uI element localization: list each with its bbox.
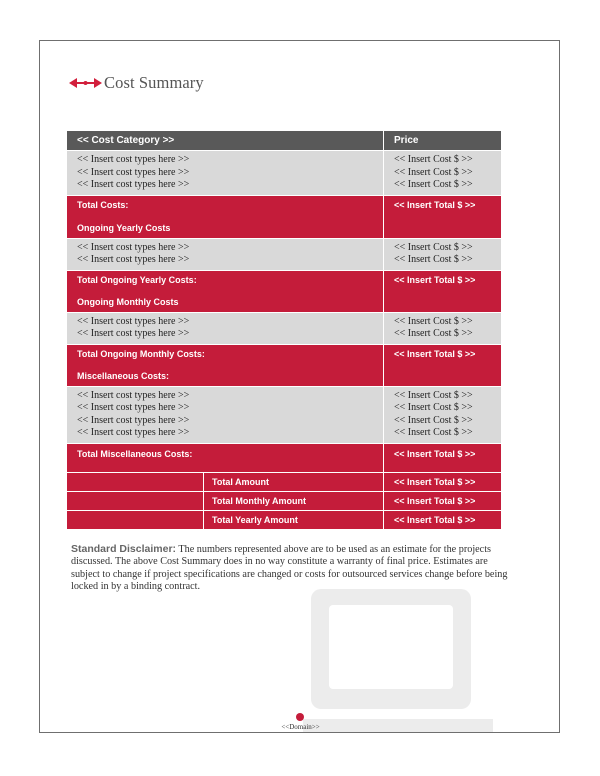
monthly-items-row: [67, 312, 502, 344]
summary-value: << Insert Total $ >>: [384, 472, 502, 491]
cost-value: << Insert Cost $ >>: [394, 389, 473, 401]
cost-value: << Insert Cost $ >>: [394, 179, 473, 190]
yearly-items-row: [67, 238, 502, 270]
misc-items-row: [67, 386, 502, 443]
cost-value: << Insert Cost $ >>: [394, 241, 473, 253]
title-row: [69, 71, 204, 95]
summary-row: [67, 510, 502, 529]
header-price: Price: [384, 131, 502, 151]
total-yearly-label: Total Ongoing Yearly Costs:: [77, 274, 197, 285]
cost-value: << Insert Cost $ >>: [394, 254, 473, 265]
computer-watermark-icon: [303, 579, 503, 733]
cost-type: << Insert cost types here >>: [77, 328, 190, 339]
cost-value: << Insert Cost $ >>: [394, 166, 473, 178]
footer-dot-icon: [296, 713, 304, 721]
total-monthly-row: [67, 344, 502, 386]
total-costs-row: [67, 195, 502, 238]
cost-value: << Insert Cost $ >>: [394, 328, 473, 339]
cost-types-cell: [67, 386, 384, 443]
summary-value: << Insert Total $ >>: [384, 491, 502, 510]
cost-type: << Insert cost types here >>: [77, 166, 190, 178]
total-misc-row: [67, 443, 502, 472]
table-header-row: [67, 131, 502, 151]
cost-value: << Insert Cost $ >>: [394, 414, 473, 426]
cost-value: << Insert Cost $ >>: [394, 402, 473, 413]
cost-types-cell: [67, 151, 384, 196]
cost-values-cell: [384, 386, 502, 443]
cost-type: << Insert cost types here >>: [77, 241, 190, 253]
disclaimer-lead: Standard Disclaimer:: [71, 543, 177, 555]
disclaimer-text: The numbers represented above are to be used as an estimate for the projects discussed. The above Cost Summary does in no way constitute a warranty of final price. Estimates are subject to change if project specifications are changed or costs for outsourced services change before being locked in by a binding contract.: [71, 544, 508, 592]
cost-values-cell: [384, 238, 502, 270]
disclaimer-paragraph: [71, 543, 517, 593]
cost-type: << Insert cost types here >>: [77, 179, 190, 190]
red-double-arrow-icon: [69, 77, 102, 89]
summary-label: Total Monthly Amount: [204, 491, 384, 510]
cost-type: << Insert cost types here >>: [77, 315, 190, 327]
total-costs-value: << Insert Total $ >>: [384, 195, 502, 238]
cost-summary-table: [66, 130, 502, 530]
summary-value: << Insert Total $ >>: [384, 510, 502, 529]
header-category: << Cost Category >>: [67, 131, 384, 151]
summary-row: [67, 491, 502, 510]
total-misc-label: Total Miscellaneous Costs:: [67, 443, 384, 472]
summary-label: Total Yearly Amount: [204, 510, 384, 529]
page-title: Cost Summary: [104, 73, 204, 92]
cost-values-cell: [384, 312, 502, 344]
section-heading-yearly: Ongoing Yearly Costs: [77, 222, 171, 233]
total-monthly-label: Total Ongoing Monthly Costs:: [77, 348, 205, 359]
total-yearly-value: << Insert Total $ >>: [384, 270, 502, 312]
total-costs-label: Total Costs:: [77, 199, 129, 210]
cost-value: << Insert Cost $ >>: [394, 427, 473, 438]
total-yearly-row: [67, 270, 502, 312]
total-misc-value: << Insert Total $ >>: [384, 443, 502, 472]
section-heading-monthly: Ongoing Monthly Costs: [77, 296, 179, 307]
document-page: [39, 40, 560, 733]
cost-type: << Insert cost types here >>: [77, 254, 190, 265]
footer-domain: <<Domain>>: [281, 723, 320, 731]
cost-type: << Insert cost types here >>: [77, 154, 190, 165]
cost-types-cell: [67, 238, 384, 270]
cost-type: << Insert cost types here >>: [77, 402, 190, 413]
cost-types-cell: [67, 312, 384, 344]
cost-value: << Insert Cost $ >>: [394, 315, 473, 327]
cost-type: << Insert cost types here >>: [77, 414, 190, 426]
cost-type: << Insert cost types here >>: [77, 427, 190, 438]
summary-row: [67, 472, 502, 491]
summary-label: Total Amount: [204, 472, 384, 491]
section-heading-misc: Miscellaneous Costs:: [77, 370, 170, 381]
cost-value: << Insert Cost $ >>: [394, 154, 473, 165]
cost-values-cell: [384, 151, 502, 196]
initial-items-row: [67, 151, 502, 196]
total-monthly-value: << Insert Total $ >>: [384, 344, 502, 386]
cost-type: << Insert cost types here >>: [77, 389, 190, 401]
